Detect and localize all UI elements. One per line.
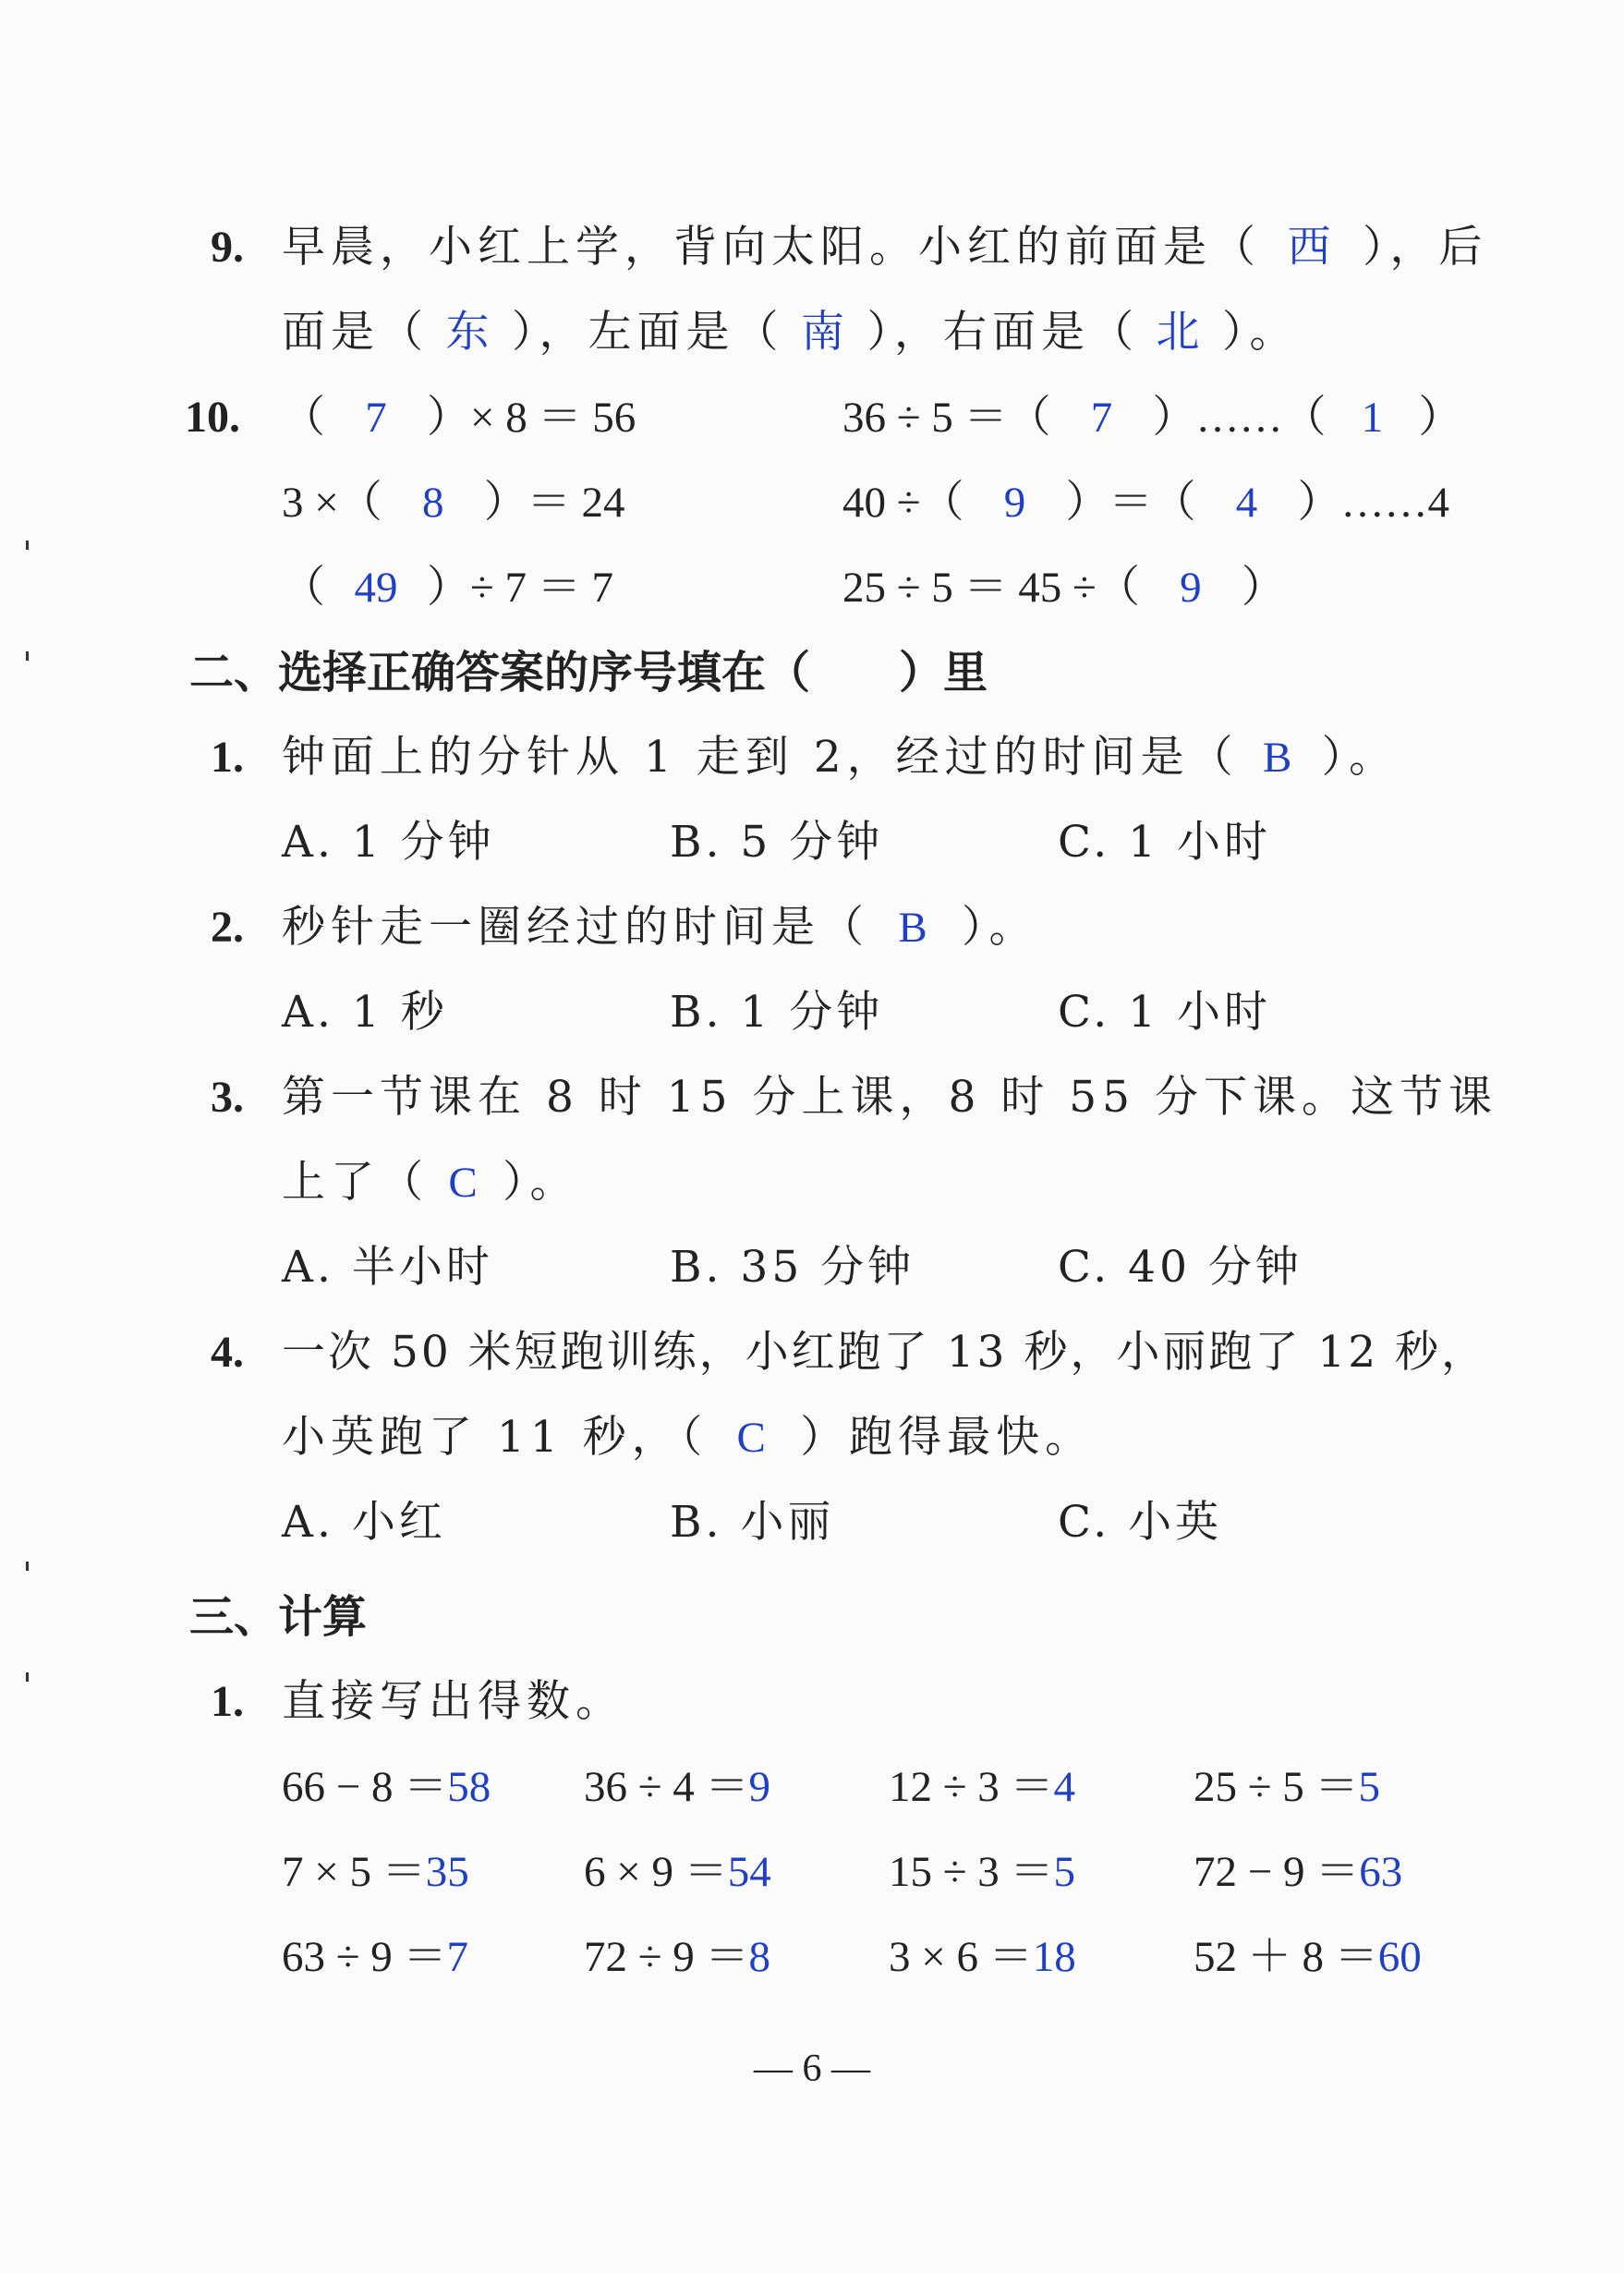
s2-q1-option-c: C. 1 小时: [1058, 817, 1272, 868]
s2-q4-number: 4.: [211, 1328, 244, 1377]
scan-mark: [26, 1562, 29, 1571]
calc-r1-c3: 12 ÷ 3 ＝4: [889, 1763, 1076, 1811]
s2-q3-text-line1: 第一节课在 8 时 15 分上课，8 时 55 分下课。这节课: [282, 1072, 1497, 1123]
s2-q3-option-c: C. 40 分钟: [1058, 1242, 1303, 1293]
s2-q2-option-a: A. 1 秒: [282, 987, 448, 1038]
page-number: — 6 —: [754, 2048, 870, 2090]
q10-row1-right: 36 ÷ 5 ＝（ 7 ）……（ 1 ）: [842, 394, 1462, 442]
s2-q3-option-a: A. 半小时: [282, 1242, 493, 1293]
q9-line1: 早晨，小红上学，背向太阳。小红的前面是（ 西 ），后: [282, 222, 1488, 273]
s2-q4-option-c: C. 小英: [1058, 1497, 1223, 1548]
s2-q2-number: 2.: [211, 903, 244, 952]
s2-q4-option-b: B. 小丽: [670, 1497, 835, 1548]
q10-row1-left: （ 7 ）× 8 ＝ 56: [282, 394, 636, 442]
section2-heading: 二、选择正确答案的序号填在（ ）里: [189, 647, 988, 699]
s2-q4-option-a: A. 小红: [282, 1497, 446, 1548]
q10-number: 10.: [185, 393, 240, 442]
scan-mark: [26, 651, 29, 661]
calc-r3-c4: 52 ＋ 8 ＝60: [1194, 1933, 1422, 1981]
q10-row3-right: 25 ÷ 5 ＝ 45 ÷（ 9 ）: [842, 564, 1285, 612]
s2-q3-option-b: B. 35 分钟: [670, 1242, 915, 1293]
s2-q3-number: 3.: [211, 1073, 244, 1122]
q9-answer-front: 西: [1287, 224, 1337, 272]
s2-q1-option-b: B. 5 分钟: [670, 817, 884, 868]
calc-r2-c4: 72 − 9 ＝63: [1194, 1848, 1403, 1896]
q9-answer-left: 南: [801, 309, 850, 357]
s2-q1-text: 钟面上的分针从 1 走到 2，经过的时间是（ B ）。: [282, 732, 1399, 783]
calc-r1-c4: 25 ÷ 5 ＝5: [1194, 1763, 1381, 1811]
q10-row2-left: 3 ×（ 8 ）＝ 24: [282, 479, 625, 527]
calc-r3-c1: 63 ÷ 9 ＝7: [282, 1933, 469, 1981]
q9-answer-back: 东: [445, 309, 495, 357]
q10-row2-right: 40 ÷（ 9 ）＝（ 4 ）……4: [842, 479, 1450, 527]
s2-q3-text-line2: 上了（ C ）。: [282, 1157, 579, 1208]
calc-r2-c3: 15 ÷ 3 ＝5: [889, 1848, 1076, 1896]
s2-q4-text-line2: 小英跑了 11 秒，（ C ）跑得最快。: [282, 1412, 1095, 1463]
q10-row3-left: （ 49 ）÷ 7 ＝ 7: [282, 564, 614, 612]
section3-heading: 三、计算: [189, 1591, 368, 1643]
s2-q2-text: 秒针走一圈经过的时间是（ B ）。: [282, 902, 1038, 953]
s2-q2-option-b: B. 1 分钟: [670, 987, 884, 1038]
calc-r2-c2: 6 × 9 ＝54: [584, 1848, 771, 1896]
calc-r1-c1: 66 − 8 ＝58: [282, 1763, 491, 1811]
s2-q4-text-line1: 一次 50 米短跑训练，小红跑了 13 秒，小丽跑了 12 秒，: [282, 1327, 1488, 1378]
q9-number: 9.: [211, 223, 244, 272]
q9-answer-right: 北: [1156, 309, 1206, 357]
scan-mark: [26, 1672, 29, 1682]
calc-r2-c1: 7 × 5 ＝35: [282, 1848, 469, 1896]
s2-q1-number: 1.: [211, 733, 244, 782]
scan-mark: [26, 541, 29, 550]
s3-q1-text: 直接写出得数。: [282, 1676, 624, 1727]
s2-q2-option-c: C. 1 小时: [1058, 987, 1272, 1038]
calc-r3-c3: 3 × 6 ＝18: [889, 1933, 1076, 1981]
calc-r1-c2: 36 ÷ 4 ＝9: [584, 1763, 771, 1811]
q9-line2: 面是（ 东 ），左面是（ 南 ），右面是（ 北 ）。: [282, 307, 1299, 358]
calc-r3-c2: 72 ÷ 9 ＝8: [584, 1933, 771, 1981]
s3-q1-number: 1.: [211, 1677, 244, 1726]
s2-q1-option-a: A. 1 分钟: [282, 817, 495, 868]
